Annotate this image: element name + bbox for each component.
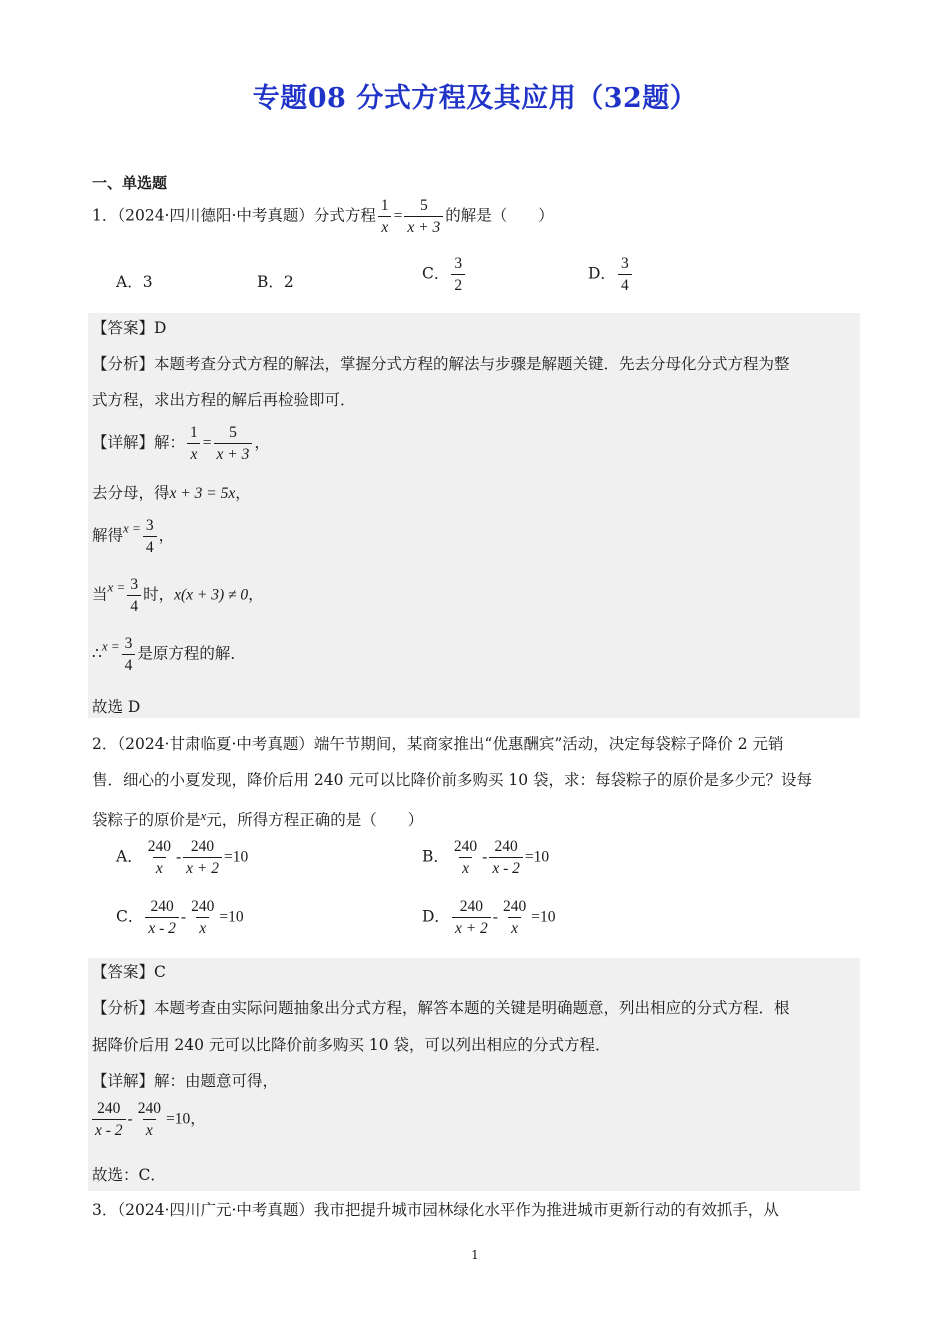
minus-sign: - bbox=[492, 908, 498, 926]
fraction-numerator: 5 bbox=[229, 424, 237, 441]
q2-option-c bbox=[116, 899, 244, 936]
step-text: 是原方程的解． bbox=[137, 644, 246, 663]
option-label: C． bbox=[116, 907, 144, 926]
q2-line-1: 2．（2024·甘肃临夏·中考真题）端午节期间，某商家推出“优惠酬宾”活动，决定每袋粽子降价 2 元销 bbox=[92, 735, 784, 753]
step-variable: x = bbox=[123, 520, 141, 536]
fraction-numerator: 240 bbox=[191, 898, 215, 915]
fraction-denominator: x + 2 bbox=[183, 857, 222, 877]
step-text: 时， bbox=[143, 585, 175, 604]
q2-line-2: 售．细心的小夏发现，降价后用 240 元可以比降价前多购买 10 袋，求：每袋粽子的原价是多少元？设每 bbox=[92, 771, 813, 789]
fraction-numerator: 240 bbox=[150, 898, 174, 915]
option-label: B． bbox=[422, 847, 449, 866]
fraction-denominator: 4 bbox=[127, 595, 141, 615]
q3-line-1: 3．（2024·四川广元·中考真题）我市把提升城市园林绿化水平作为推进城市更新行动的有效抓手，从 bbox=[92, 1201, 779, 1219]
q1-answer: 【答案】D bbox=[92, 319, 167, 337]
q2-option-d bbox=[422, 899, 555, 936]
fraction-denominator: x bbox=[459, 857, 472, 877]
q1-equation-rhs bbox=[404, 198, 443, 235]
q2-line-3 bbox=[92, 806, 423, 830]
q1-step-3 bbox=[92, 577, 264, 614]
fraction-denominator: x + 3 bbox=[214, 443, 253, 463]
fraction-numerator: 240 bbox=[147, 838, 171, 855]
step-variable: x = bbox=[101, 638, 120, 654]
section-heading: 一、单选题 bbox=[92, 174, 168, 192]
q2-final: 故选：C． bbox=[92, 1166, 166, 1184]
detail-prefix: 【详解】解： bbox=[92, 433, 186, 452]
fraction-numerator: 3 bbox=[620, 255, 629, 272]
fraction-denominator: x - 2 bbox=[489, 857, 523, 877]
fraction-numerator: 1 bbox=[190, 424, 198, 441]
punctuation: ， bbox=[254, 433, 270, 452]
fraction-numerator: 240 bbox=[137, 1100, 161, 1117]
fraction-numerator: 3 bbox=[124, 635, 133, 652]
q2-analysis-line-2: 据降价后用 240 元可以比降价前多购买 10 袋，可以列出相应的分式方程． bbox=[92, 1036, 611, 1054]
equals-sign: = bbox=[202, 434, 212, 452]
q1-option-d bbox=[588, 256, 634, 293]
fraction-numerator: 3 bbox=[130, 576, 139, 593]
fraction-denominator: x + 2 bbox=[452, 917, 491, 937]
q2-answer: 【答案】C bbox=[92, 963, 166, 981]
fraction-denominator: x + 3 bbox=[404, 216, 443, 236]
page-title: 专题08 分式方程及其应用（32题） bbox=[252, 83, 698, 114]
fraction-numerator: 240 bbox=[190, 838, 215, 855]
option-label: A． bbox=[116, 847, 143, 866]
minus-sign: - bbox=[175, 848, 182, 866]
q1-equation-lhs bbox=[378, 198, 392, 235]
q1-analysis-line-1: 【分析】本题考查分式方程的解法，掌握分式方程的解法与步骤是解题关键．先去分母化分式方程为整 bbox=[92, 355, 790, 373]
q1-analysis-line-2: 式方程，求出方程的解后再检验即可． bbox=[92, 391, 356, 409]
minus-sign: - bbox=[127, 1110, 133, 1128]
punctuation: ， bbox=[248, 585, 264, 604]
equation-rhs: =10 bbox=[165, 1110, 191, 1128]
fraction-numerator: 240 bbox=[459, 898, 483, 915]
fraction-denominator: x bbox=[378, 216, 391, 236]
question-1-stem bbox=[92, 198, 554, 235]
fraction-denominator: x bbox=[153, 857, 166, 877]
fraction-denominator: x bbox=[143, 1119, 156, 1139]
fraction-denominator: x - 2 bbox=[145, 917, 179, 937]
equation-rhs: =10 bbox=[531, 908, 556, 926]
stem-text: 袋粽子的原价是 bbox=[92, 811, 201, 829]
minus-sign: - bbox=[482, 848, 488, 866]
question-1-suffix: 的解是（ ） bbox=[445, 206, 554, 225]
punctuation: ， bbox=[235, 484, 251, 502]
fraction-denominator: x bbox=[508, 917, 521, 937]
q1-option-c bbox=[422, 256, 467, 293]
equation-rhs: =10 bbox=[219, 908, 244, 926]
step-math: x + 3 = 5x bbox=[169, 485, 236, 502]
q2-option-a bbox=[116, 839, 248, 876]
fraction-denominator: 4 bbox=[122, 654, 136, 674]
fraction-numerator: 240 bbox=[453, 838, 478, 855]
option-label: D． bbox=[588, 264, 616, 283]
q1-step-4 bbox=[92, 636, 246, 673]
fraction-numerator: 5 bbox=[419, 197, 428, 214]
equation-rhs: =10 bbox=[524, 848, 550, 866]
fraction-numerator: 240 bbox=[502, 898, 527, 915]
option-label: C． bbox=[422, 264, 450, 283]
page-number: 1 bbox=[471, 1248, 479, 1262]
stem-text: 元，所得方程正确的是（ ） bbox=[206, 811, 424, 829]
equation-rhs: =10 bbox=[223, 848, 249, 866]
step-variable: x = bbox=[107, 579, 126, 595]
step-text: 当 bbox=[92, 585, 108, 604]
therefore-symbol: ∴ bbox=[92, 644, 102, 663]
q1-final: 故选 D bbox=[92, 698, 141, 716]
q1-step-2 bbox=[92, 518, 174, 555]
fraction-numerator: 3 bbox=[145, 517, 154, 534]
fraction-denominator: x - 2 bbox=[92, 1119, 126, 1139]
fraction-numerator: 240 bbox=[494, 838, 518, 855]
stem-variable: x bbox=[200, 808, 207, 823]
question-1-prefix: 1．（2024·四川德阳·中考真题）分式方程 bbox=[92, 206, 376, 225]
q1-detail bbox=[92, 425, 270, 462]
q1-step-1 bbox=[92, 483, 251, 504]
fraction-numerator: 240 bbox=[97, 1100, 121, 1117]
step-text: 去分母，得 bbox=[92, 484, 170, 502]
punctuation: ， bbox=[158, 526, 175, 545]
step-math: x(x + 3) ≠ 0 bbox=[174, 586, 249, 604]
q1-option-b: B．2 bbox=[257, 273, 294, 291]
q2-option-b bbox=[422, 839, 549, 876]
minus-sign: - bbox=[180, 908, 187, 926]
equals-sign: = bbox=[393, 207, 403, 225]
fraction-numerator: 3 bbox=[454, 255, 463, 272]
q2-detail-equation bbox=[90, 1101, 206, 1138]
step-text: 解得 bbox=[92, 526, 124, 545]
q2-analysis-line-1: 【分析】本题考查由实际问题抽象出分式方程，解答本题的关键是明确题意，列出相应的分式方程．根 bbox=[92, 999, 790, 1017]
q1-option-a: A．3 bbox=[116, 273, 153, 291]
option-label: D． bbox=[422, 907, 450, 926]
fraction-denominator: 4 bbox=[618, 274, 632, 294]
fraction-numerator: 1 bbox=[380, 197, 389, 214]
q2-detail: 【详解】解：由题意可得， bbox=[92, 1072, 279, 1090]
punctuation: ， bbox=[190, 1109, 206, 1128]
fraction-denominator: x bbox=[187, 443, 200, 463]
fraction-denominator: x bbox=[196, 917, 209, 937]
fraction-denominator: 4 bbox=[143, 536, 157, 556]
fraction-denominator: 2 bbox=[451, 274, 465, 294]
